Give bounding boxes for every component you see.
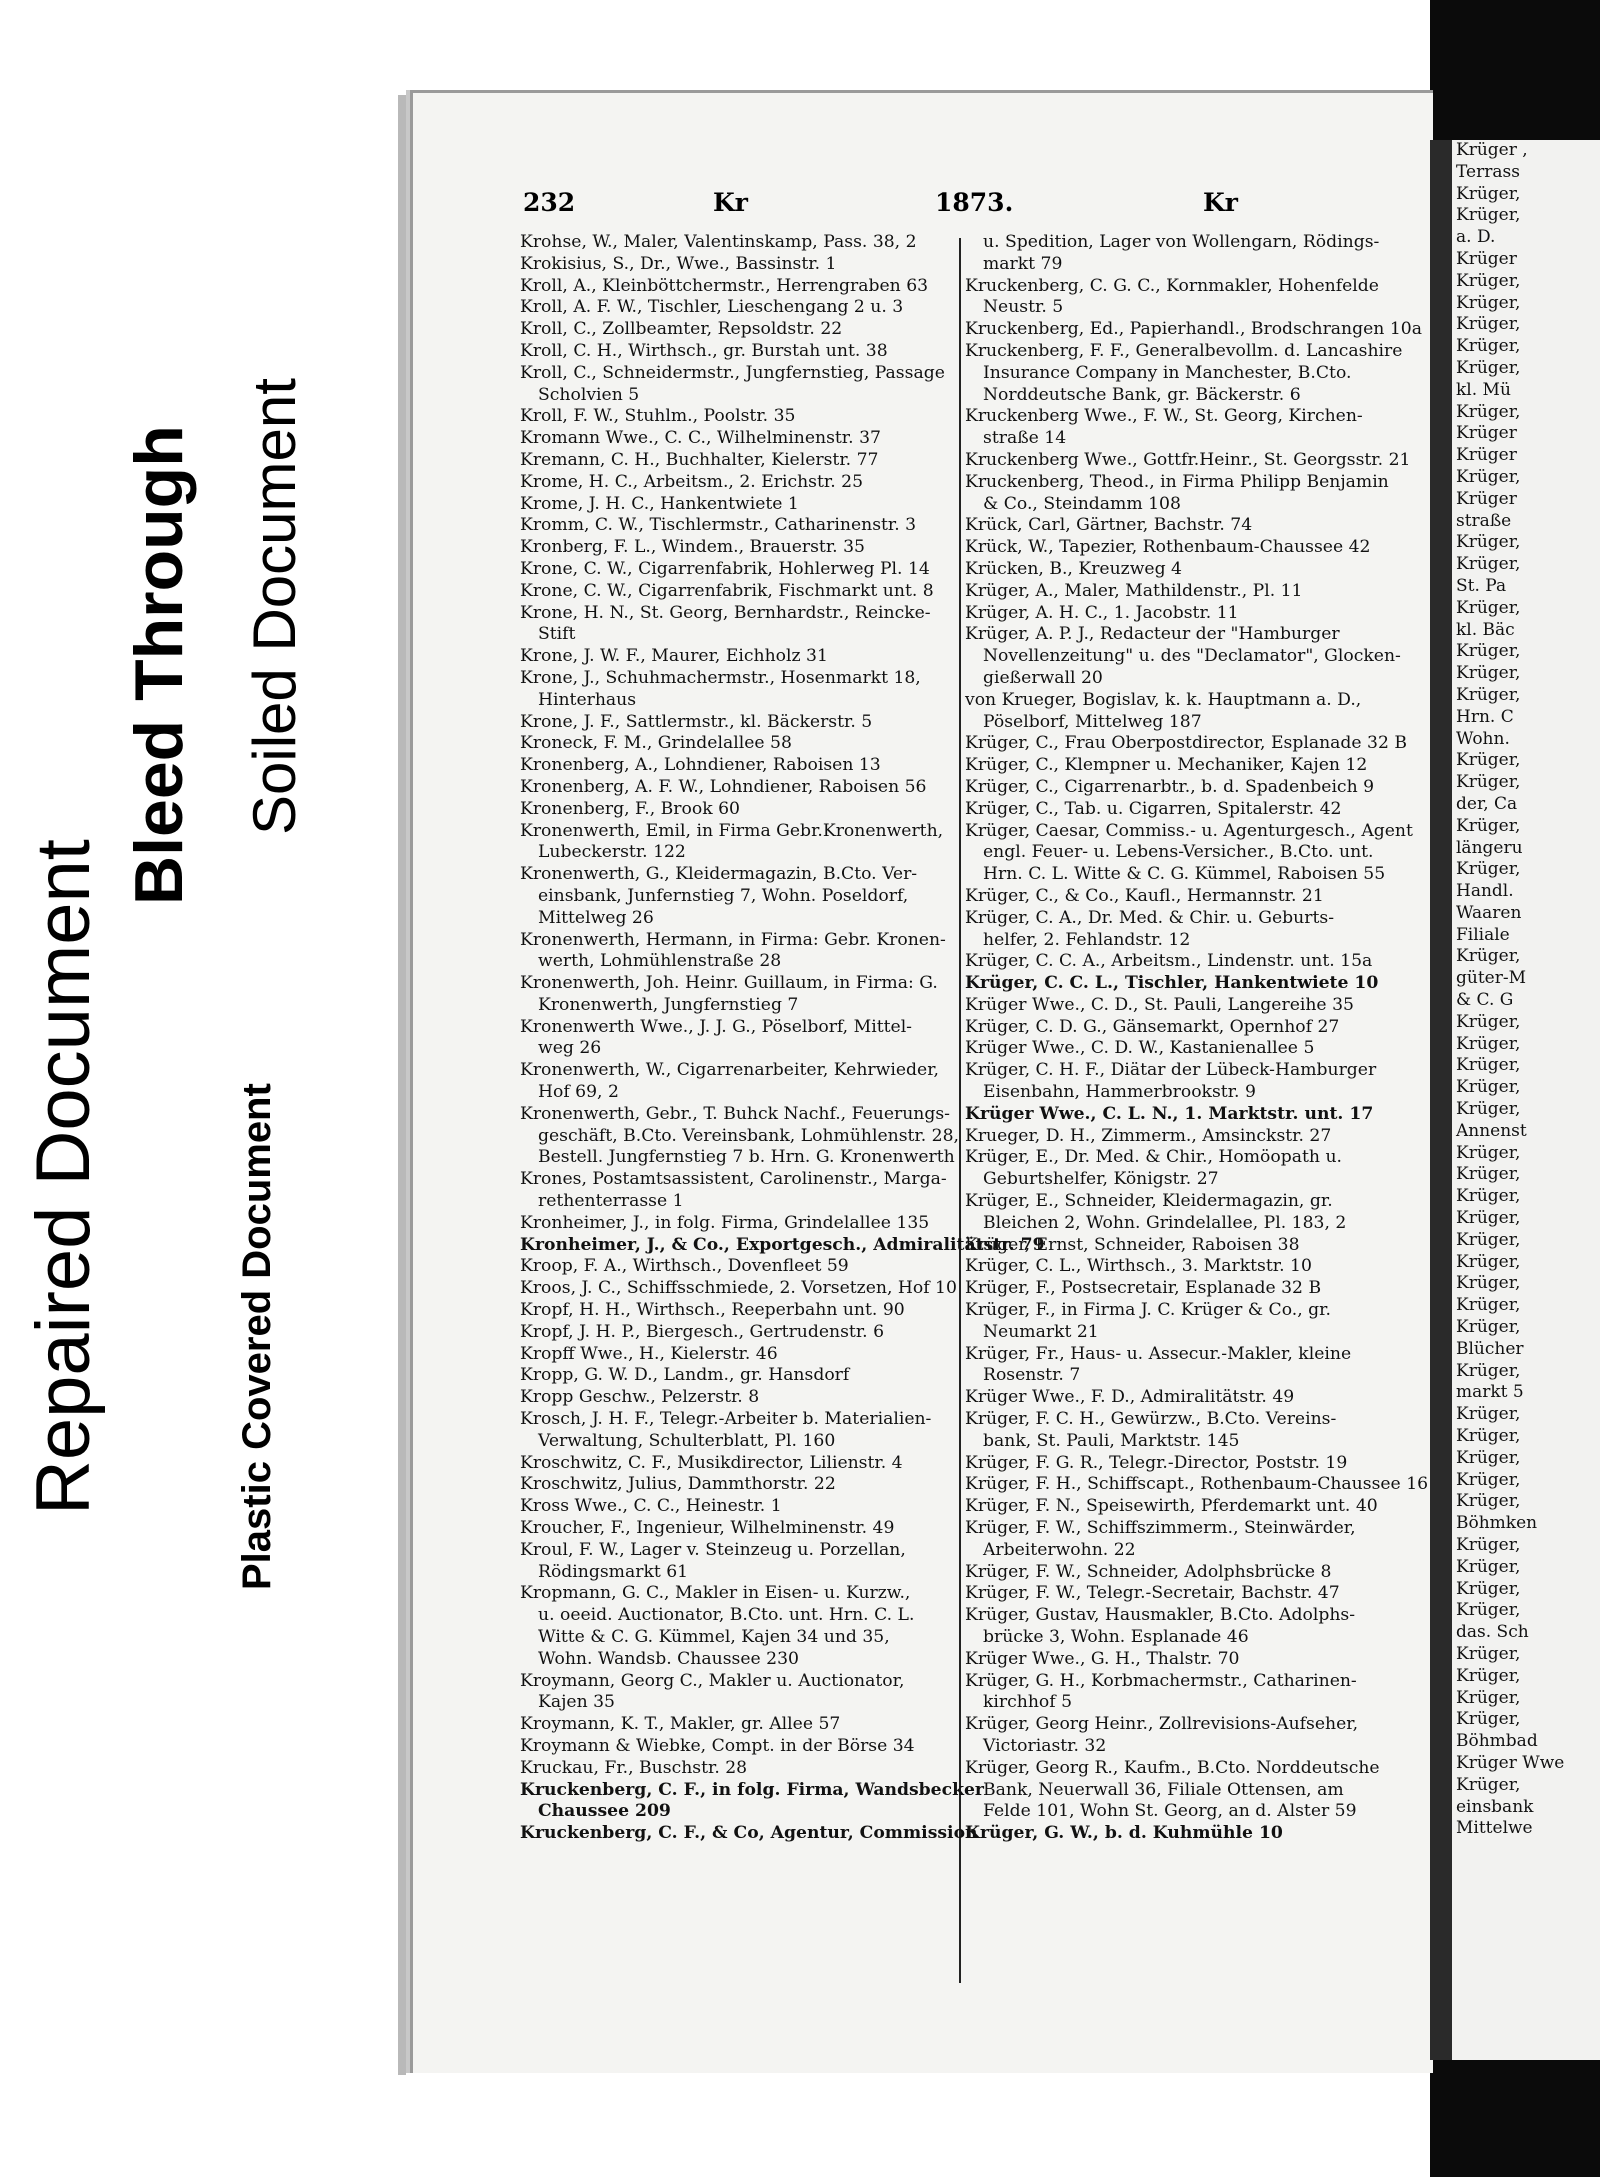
facing-page-fragment: Krüger,: [1456, 1011, 1521, 1032]
directory-entry: Novellenzeitung" u. des "Declamator", Glocken-: [983, 646, 1401, 667]
facing-page-fragment: Krüger: [1456, 423, 1517, 444]
directory-entry: Kroll, A. F. W., Tischler, Lieschengang 2 u. 3: [520, 297, 904, 318]
directory-entry: Kropp Geschw., Pelzerstr. 8: [520, 1387, 760, 1408]
facing-page-fragment: Krüger ,: [1456, 140, 1528, 160]
directory-entry: & Co., Steindamm 108: [983, 493, 1181, 514]
facing-page-fragment: Krüger,: [1456, 1164, 1521, 1185]
label-bleed-through: Bleed Through: [121, 425, 197, 905]
facing-page-fragment: Krüger,: [1456, 1251, 1521, 1272]
facing-page-fragment: Krüger,: [1456, 1535, 1521, 1555]
directory-entry: Krüger, Caesar, Commiss.- u. Agenturgesch., Agent: [965, 820, 1413, 841]
directory-entry: Krüger Wwe., F. D., Admiralitätstr. 49: [965, 1387, 1295, 1408]
directory-entry: Kroop, F. A., Wirthsch., Dovenfleet 59: [520, 1256, 849, 1277]
directory-entry: Krueger, D. H., Zimmerm., Amsinckstr. 27: [965, 1125, 1332, 1146]
directory-entry: Kroll, C., Schneidermstr., Jungfernstieg, Passage: [520, 362, 945, 383]
facing-page-fragment: Böhmbad: [1456, 1731, 1538, 1752]
facing-page-fragment: Krüger,: [1456, 597, 1521, 618]
directory-entry: Krüger Wwe., C. D., St. Pauli, Langereihe 35: [965, 994, 1354, 1015]
directory-entry: Kruckenberg, C. F., in folg. Firma, Wandsbecker: [520, 1779, 984, 1800]
directory-entry: Krone, C. W., Cigarrenfabrik, Hohlerweg Pl. 14: [520, 558, 930, 579]
directory-entry: Kropff Wwe., H., Kielerstr. 46: [520, 1343, 778, 1364]
facing-page-fragment: Krüger,: [1456, 336, 1521, 357]
directory-entry: Geburtshelfer, Königstr. 27: [983, 1169, 1219, 1190]
facing-page-fragment: Wohn.: [1456, 728, 1510, 749]
directory-entry: Kroschwitz, C. F., Musikdirector, Lilienstr. 4: [520, 1452, 903, 1473]
directory-entry: Kruckenberg Wwe., F. W., St. Georg, Kirchen-: [965, 406, 1363, 427]
facing-page-fragment: Handl.: [1456, 881, 1514, 902]
directory-entry: Krüger, F. G. R., Telegr.-Director, Poststr. 19: [965, 1452, 1348, 1473]
directory-entry: Krüger, A., Maler, Mathildenstr., Pl. 11: [965, 580, 1303, 601]
facing-page-fragment: Krüger,: [1456, 554, 1521, 575]
directory-entry: Kropmann, G. C., Makler in Eisen- u. Kurzw.,: [520, 1583, 911, 1604]
directory-entry: Kroul, F. W., Lager v. Steinzeug u. Porzellan,: [520, 1539, 906, 1560]
facing-page-fragment: Krüger,: [1456, 532, 1521, 553]
directory-entry: Pöselborf, Mittelweg 187: [983, 711, 1202, 732]
facing-page-fragment: Krüger,: [1456, 401, 1521, 422]
facing-page-fragment: Krüger,: [1456, 466, 1521, 487]
directory-entry: Krüger, Georg R., Kaufm., B.Cto. Norddeutsche: [965, 1757, 1380, 1778]
directory-entry: Kroymann & Wiebke, Compt. in der Börse 34: [520, 1735, 915, 1756]
directory-entry: Krüger, F., in Firma J. C. Krüger & Co., gr.: [965, 1300, 1331, 1321]
directory-entry: Kroneck, F. M., Grindelallee 58: [520, 733, 792, 754]
year: 1873.: [935, 188, 1014, 217]
facing-page-fragment: Krüger,: [1456, 183, 1521, 204]
directory-entry: Bank, Neuerwall 36, Filiale Ottensen, am: [983, 1779, 1344, 1800]
directory-entry: Chaussee 209: [538, 1801, 671, 1822]
directory-entry: Kronenwerth, G., Kleidermagazin, B.Cto. Ver-: [520, 864, 918, 885]
directory-entry: Krüger, G. W., b. d. Kuhmühle 10: [965, 1823, 1283, 1844]
page-number: 232: [523, 188, 576, 217]
directory-entry: Stift: [538, 624, 576, 645]
directory-entry: Krüger, Ernst, Schneider, Raboisen 38: [965, 1234, 1300, 1255]
facing-page-fragment: das. Sch: [1456, 1622, 1529, 1643]
directory-entry: weg 26: [538, 1038, 602, 1059]
directory-entry: Mittelweg 26: [538, 907, 654, 928]
directory-entry: u. Spedition, Lager von Wollengarn, Rödings-: [983, 232, 1380, 252]
facing-page-fragment: a. D.: [1456, 227, 1496, 248]
facing-page-fragment: Krüger,: [1456, 1469, 1521, 1490]
facing-page-fragment: Krüger,: [1456, 1360, 1521, 1381]
directory-entry: Krück, Carl, Gärtner, Bachstr. 74: [965, 515, 1253, 536]
facing-page-fragment: Krüger,: [1456, 1208, 1521, 1229]
directory-entry: Krüger, A. P. J., Redacteur der "Hamburger: [965, 624, 1340, 645]
right-column: [965, 232, 1429, 1845]
facing-page-fragment: Mittelwe: [1456, 1818, 1533, 1839]
facing-page-fragment: Krüger,: [1456, 1317, 1521, 1338]
directory-entry: Krüger, E., Dr. Med. & Chir., Homöopath u.: [965, 1147, 1342, 1168]
facing-page-fragment: kl. Mü: [1456, 379, 1511, 400]
facing-page-fragment: einsbank: [1456, 1796, 1534, 1817]
facing-page-fragment: Terrass: [1456, 161, 1520, 182]
directory-entry: markt 79: [983, 253, 1063, 274]
facing-page-fragment: Krüger,: [1456, 205, 1521, 226]
directory-entry: Krüger, C. L., Wirthsch., 3. Marktstr. 10: [965, 1256, 1312, 1277]
facing-page-fragment: Krüger,: [1456, 1404, 1521, 1425]
facing-page-fragment: markt 5: [1456, 1382, 1524, 1403]
directory-entry: gießerwall 20: [983, 667, 1103, 688]
facing-page-fragment: Krüger,: [1456, 357, 1521, 378]
facing-page-fragment: Krüger,: [1456, 684, 1521, 705]
directory-entry: Krüger, C., Tab. u. Cigarren, Spitalerstr. 42: [965, 798, 1342, 819]
facing-page-fragment: Blücher: [1456, 1338, 1524, 1359]
directory-entry: Krüger, F. C. H., Gewürzw., B.Cto. Vereins-: [965, 1409, 1337, 1430]
facing-page-fragment: Hrn. C: [1456, 706, 1514, 727]
directory-entry: Krüger Wwe., G. H., Thalstr. 70: [965, 1648, 1240, 1669]
directory-entry: Bleichen 2, Wohn. Grindelallee, Pl. 183, 2: [983, 1212, 1347, 1233]
directory-entry: Norddeutsche Bank, gr. Bäckerstr. 6: [983, 384, 1301, 405]
directory-entry: Kronheimer, J., & Co., Exportgesch., Admiralitätstr. 79: [520, 1234, 1045, 1255]
directory-entry: Krüger, C. C. L., Tischler, Hankentwiete 10: [965, 973, 1379, 994]
facing-page-fragment: Krüger,: [1456, 815, 1521, 836]
directory-entry: Kruckenberg, C. F., & Co, Agentur, Commission: [520, 1823, 978, 1844]
facing-page-fragment: Krüger,: [1456, 1709, 1521, 1730]
facing-page-fragment: Krüger,: [1456, 1774, 1521, 1795]
facing-page-fragment: Krüger,: [1456, 1033, 1521, 1054]
directory-entry: Kroll, C., Zollbeamter, Repsoldstr. 22: [520, 319, 843, 340]
facing-page-fragment: Krüger,: [1456, 1295, 1521, 1316]
directory-entry: Krone, H. N., St. Georg, Bernhardstr., Reincke-: [520, 602, 931, 623]
facing-page-fragment: Filiale: [1456, 924, 1510, 945]
facing-page-fragment: güter-M: [1456, 968, 1527, 989]
directory-entry: Wohn. Wandsb. Chaussee 230: [538, 1648, 799, 1669]
facing-page-fragment: Krüger,: [1456, 1665, 1521, 1686]
directory-entry: Krone, C. W., Cigarrenfabrik, Fischmarkt unt. 8: [520, 580, 934, 601]
directory-entry: Krüger Wwe., C. D. W., Kastanienallee 5: [965, 1038, 1315, 1059]
directory-entry: Neumarkt 21: [983, 1321, 1099, 1342]
directory-entry: Kronenwerth, Gebr., T. Buhck Nachf., Feuerungs-: [520, 1103, 950, 1124]
page-header: [523, 188, 1403, 224]
directory-entry: Krüger, C., Frau Oberpostdirector, Esplanade 32 B: [965, 733, 1408, 754]
directory-entry: Krüger, F. N., Speisewirth, Pferdemarkt unt. 40: [965, 1496, 1378, 1517]
directory-entry: Krücken, B., Kreuzweg 4: [965, 558, 1182, 579]
directory-entry: Krüger, C. A., Dr. Med. & Chir. u. Geburts-: [965, 907, 1335, 928]
facing-page-fragment: Krüger,: [1456, 1229, 1521, 1250]
directory-entry: Kroos, J. C., Schiffsschmiede, 2. Vorsetzen, Hof 10: [520, 1278, 957, 1299]
directory-entry: Kross Wwe., C. C., Heinestr. 1: [520, 1496, 782, 1517]
directory-entry: Krüger, C., & Co., Kaufl., Hermannstr. 21: [965, 885, 1324, 906]
facing-page-fragment: Krüger,: [1456, 859, 1521, 880]
facing-page-fragment: der, Ca: [1456, 793, 1518, 814]
directory-entry: Krone, J. F., Sattlermstr., kl. Bäckerstr. 5: [520, 711, 873, 732]
directory-entry: Kromann Wwe., C. C., Wilhelminenstr. 37: [520, 428, 881, 449]
directory-entry: Krome, H. C., Arbeitsm., 2. Erichstr. 25: [520, 471, 864, 492]
facing-page-fragment: Krüger,: [1456, 1578, 1521, 1599]
directory-entry: Kroymann, Georg C., Makler u. Auctionator,: [520, 1670, 905, 1691]
facing-page-fragment: St. Pa: [1456, 575, 1507, 596]
directory-entry: Kropp, G. W. D., Landm., gr. Hansdorf: [520, 1365, 850, 1386]
facing-page-fragment: Krüger,: [1456, 314, 1521, 335]
directory-entry: Krüger, F. W., Telegr.-Secretair, Bachstr. 47: [965, 1583, 1340, 1604]
directory-entry: Kruckau, Fr., Buschstr. 28: [520, 1757, 748, 1778]
directory-entry: Krone, J. W. F., Maurer, Eichholz 31: [520, 646, 828, 667]
label-plastic-covered: Plastic Covered Document: [235, 1083, 279, 1590]
directory-entry: Kronberg, F. L., Windem., Brauerstr. 35: [520, 537, 865, 558]
directory-entry: Kronenwerth, W., Cigarrenarbeiter, Kehrwieder,: [520, 1060, 939, 1081]
directory-entry: Kronenberg, A. F. W., Lohndiener, Raboisen 56: [520, 776, 927, 797]
book-gutter: [1430, 140, 1452, 2060]
label-soiled-document: Soiled Document: [241, 378, 308, 835]
directory-entry: u. oeeid. Auctionator, B.Cto. unt. Hrn. C. L.: [538, 1605, 915, 1626]
directory-entry: Krüger, Fr., Haus- u. Assecur.-Makler, kleine: [965, 1343, 1352, 1364]
directory-entry: geschäft, B.Cto. Vereinsbank, Lohmühlenstr. 28,: [538, 1125, 960, 1146]
directory-entry: Kronenberg, A., Lohndiener, Raboisen 13: [520, 755, 881, 776]
directory-entry: kirchhof 5: [983, 1692, 1073, 1713]
directory-entry: Krüger, F. W., Schiffszimmerm., Steinwärder,: [965, 1518, 1356, 1539]
directory-entry: rethenterrasse 1: [538, 1191, 684, 1212]
directory-entry: Kruckenberg Wwe., Gottfr.Heinr., St. Georgsstr. 21: [965, 449, 1411, 470]
directory-entry: Krüger, A. H. C., 1. Jacobstr. 11: [965, 602, 1239, 623]
facing-page-fragment: Krüger Wwe: [1456, 1752, 1565, 1773]
facing-page-fragment: kl. Bäc: [1456, 619, 1515, 640]
directory-entry: Rödingsmarkt 61: [538, 1561, 689, 1582]
directory-entry: Kronenwerth, Joh. Heinr. Guillaum, in Firma: G.: [520, 973, 938, 994]
facing-page-fragment: Krüger,: [1456, 1687, 1521, 1708]
facing-page-fragment: Krüger,: [1456, 1142, 1521, 1163]
directory-entry: engl. Feuer- u. Lebens-Versicher., B.Cto. unt.: [983, 842, 1374, 863]
directory-entry: Eisenbahn, Hammerbrookstr. 9: [983, 1082, 1256, 1103]
directory-entry: Krones, Postamtsassistent, Carolinenstr., Marga-: [520, 1169, 947, 1190]
directory-entry: Kronenwerth Wwe., J. J. G., Pöselborf, Mittel-: [520, 1016, 912, 1037]
directory-entry: Kremann, C. H., Buchhalter, Kielerstr. 77: [520, 449, 879, 470]
facing-page-fragment: Böhmken: [1456, 1513, 1538, 1534]
directory-entry: Krüger Wwe., C. L. N., 1. Marktstr. unt. 17: [965, 1103, 1374, 1124]
directory-entry: Scholvien 5: [538, 384, 640, 405]
directory-entry: Krüger, G. H., Korbmachermstr., Catharinen-: [965, 1670, 1357, 1691]
directory-entry: Kronenwerth, Hermann, in Firma: Gebr. Kronen-: [520, 929, 946, 950]
directory-entry: Krone, J., Schuhmachermstr., Hosenmarkt 18,: [520, 667, 921, 688]
facing-page-fragment: Krüger,: [1456, 1055, 1521, 1076]
facing-page-fragment: Krüger,: [1456, 1077, 1521, 1098]
directory-entry: Kajen 35: [538, 1692, 615, 1713]
facing-page-fragment: Krüger,: [1456, 1556, 1521, 1577]
directory-entry: Kroschwitz, Julius, Dammthorstr. 22: [520, 1474, 836, 1495]
directory-entry: Krokisius, S., Dr., Wwe., Bassinstr. 1: [520, 253, 837, 274]
directory-entry: Kruckenberg, Ed., Papierhandl., Brodschrangen 10a: [965, 319, 1422, 340]
directory-entry: Kroll, F. W., Stuhlm., Poolstr. 35: [520, 406, 796, 427]
facing-page-fragment: Krüger,: [1456, 663, 1521, 684]
directory-entry: Rosenstr. 7: [983, 1365, 1081, 1386]
directory-entry: helfer, 2. Fehlandstr. 12: [983, 929, 1191, 950]
directory-entry: Krüger, C., Klempner u. Mechaniker, Kajen 12: [965, 755, 1368, 776]
directory-entry: Krosch, J. H. F., Telegr.-Arbeiter b. Materialien-: [520, 1409, 932, 1430]
directory-entry: Krüger, C. H. F., Diätar der Lübeck-Hamburger: [965, 1060, 1377, 1081]
directory-entry: Bestell. Jungfernstieg 7 b. Hrn. G. Kronenwerth: [538, 1147, 955, 1168]
facing-page-fragment: Krüger,: [1456, 1643, 1521, 1664]
directory-entry: Kropf, H. H., Wirthsch., Reeperbahn unt. 90: [520, 1300, 905, 1321]
directory-entry: von Krueger, Bogislav, k. k. Hauptmann a. D.,: [965, 689, 1362, 710]
facing-page-fragment: & C. G: [1456, 990, 1514, 1011]
book-page-edge: [398, 95, 406, 2075]
directory-entry: Hinterhaus: [538, 689, 637, 710]
facing-page-fragment: Krüger: [1456, 248, 1517, 269]
directory-entry: Witte & C. G. Kümmel, Kajen 34 und 35,: [538, 1627, 890, 1647]
directory-entry: Kroll, C. H., Wirthsch., gr. Burstah unt. 38: [520, 340, 888, 361]
directory-entry: Kromm, C. W., Tischlermstr., Catharinenstr. 3: [520, 515, 917, 536]
directory-entry: Kropf, J. H. P., Biergesch., Gertrudenstr. 6: [520, 1321, 885, 1342]
directory-entry: Neustr. 5: [983, 297, 1064, 318]
label-repaired-document: Repaired Document: [21, 839, 106, 1515]
left-running-key: Kr: [713, 188, 748, 217]
facing-page-fragment: Krüger,: [1456, 750, 1521, 771]
facing-page-fragment: Krüger,: [1456, 772, 1521, 793]
directory-entry: Lubeckerstr. 122: [538, 842, 686, 863]
facing-page-fragment: Waaren: [1456, 902, 1522, 923]
directory-entry: Krüger, F. W., Schneider, Adolphsbrücke 8: [965, 1561, 1332, 1582]
directory-entry: Victoriastr. 32: [983, 1735, 1107, 1756]
facing-page-fragment: Krüger,: [1456, 946, 1521, 967]
directory-entry: Hrn. C. L. Witte & C. G. Kümmel, Raboisen 55: [983, 864, 1386, 885]
directory-entry: Krüger, F. H., Schiffscapt., Rothenbaum-Chaussee 16: [965, 1474, 1429, 1495]
directory-entry: Krüger, C. C. A., Arbeitsm., Lindenstr. unt. 15a: [965, 951, 1373, 972]
directory-entry: Insurance Company in Manchester, B.Cto.: [983, 362, 1352, 383]
directory-entry: Kroll, A., Kleinböttchermstr., Herrengraben 63: [520, 275, 929, 296]
facing-page-fragment: Krüger,: [1456, 1447, 1521, 1468]
directory-entry: Kronenwerth, Emil, in Firma Gebr.Kronenwerth,: [520, 820, 944, 841]
directory-entry: Kruckenberg, Theod., in Firma Philipp Benjamin: [965, 471, 1389, 492]
facing-page-fragment: Krüger,: [1456, 1099, 1521, 1120]
directory-entry: Kroucher, F., Ingenieur, Wilhelminenstr. 49: [520, 1518, 895, 1539]
facing-page-fragment: Krüger: [1456, 445, 1517, 466]
directory-entry: Krück, W., Tapezier, Rothenbaum-Chaussee 42: [965, 537, 1371, 558]
directory-entry: einsbank, Junfernstieg 7, Wohn. Poseldorf,: [538, 885, 909, 906]
directory-entry: Krüger, F., Postsecretair, Esplanade 32 B: [965, 1278, 1322, 1299]
directory-entry: Kruckenberg, F. F., Generalbevollm. d. Lancashire: [965, 340, 1403, 361]
directory-entry: Kronheimer, J., in folg. Firma, Grindelallee 135: [520, 1212, 930, 1233]
facing-page-fragment: straße: [1456, 510, 1512, 531]
directory-entry: Kruckenberg, C. G. C., Kornmakler, Hohenfelde: [965, 275, 1379, 296]
directory-entry: Kronenberg, F., Brook 60: [520, 798, 740, 819]
facing-page-fragment: Krüger,: [1456, 292, 1521, 313]
facing-page-fragment: Krüger,: [1456, 1426, 1521, 1447]
directory-entry: Krüger, Gustav, Hausmakler, B.Cto. Adolphs-: [965, 1605, 1356, 1626]
facing-page: [1452, 140, 1600, 2060]
directory-entry: Felde 101, Wohn St. Georg, an d. Alster 59: [983, 1801, 1357, 1822]
facing-page-fragment: Annenst: [1456, 1120, 1527, 1141]
directory-entry: bank, St. Pauli, Marktstr. 145: [983, 1430, 1240, 1451]
right-running-key: Kr: [1203, 188, 1238, 217]
directory-entry: Krome, J. H. C., Hankentwiete 1: [520, 493, 799, 514]
directory-entry: Kroymann, K. T., Makler, gr. Allee 57: [520, 1714, 841, 1735]
facing-page-fragment: Krüger,: [1456, 1491, 1521, 1512]
facing-page-fragment: Krüger,: [1456, 270, 1521, 291]
directory-entry: Arbeiterwohn. 22: [983, 1539, 1136, 1560]
directory-entry: werth, Lohmühlenstraße 28: [538, 951, 782, 972]
facing-page-fragment: längeru: [1456, 837, 1523, 858]
directory-entry: straße 14: [983, 428, 1067, 449]
directory-entry: Verwaltung, Schulterblatt, Pl. 160: [538, 1430, 836, 1451]
directory-entry: Krüger, Georg Heinr., Zollrevisions-Aufseher,: [965, 1714, 1359, 1735]
directory-entry: Krüger, E., Schneider, Kleidermagazin, gr.: [965, 1191, 1333, 1212]
facing-page-fragment: Krüger: [1456, 488, 1517, 509]
directory-entry: Krohse, W., Maler, Valentinskamp, Pass. 38, 2: [520, 232, 917, 252]
directory-entry: brücke 3, Wohn. Esplanade 46: [983, 1627, 1249, 1647]
directory-entry: Krüger, C. D. G., Gänsemarkt, Opernhof 27: [965, 1016, 1340, 1037]
facing-page-fragment: Krüger,: [1456, 1186, 1521, 1207]
directory-entry: Kronenwerth, Jungfernstieg 7: [538, 994, 799, 1015]
facing-page-fragment: Krüger,: [1456, 641, 1521, 662]
facing-page-fragment: Krüger,: [1456, 1600, 1521, 1621]
facing-page-fragment: Krüger,: [1456, 1273, 1521, 1294]
directory-entry: Krüger, C., Cigarrenarbtr., b. d. Spadenbeich 9: [965, 776, 1375, 797]
directory-entry: Hof 69, 2: [538, 1082, 619, 1103]
